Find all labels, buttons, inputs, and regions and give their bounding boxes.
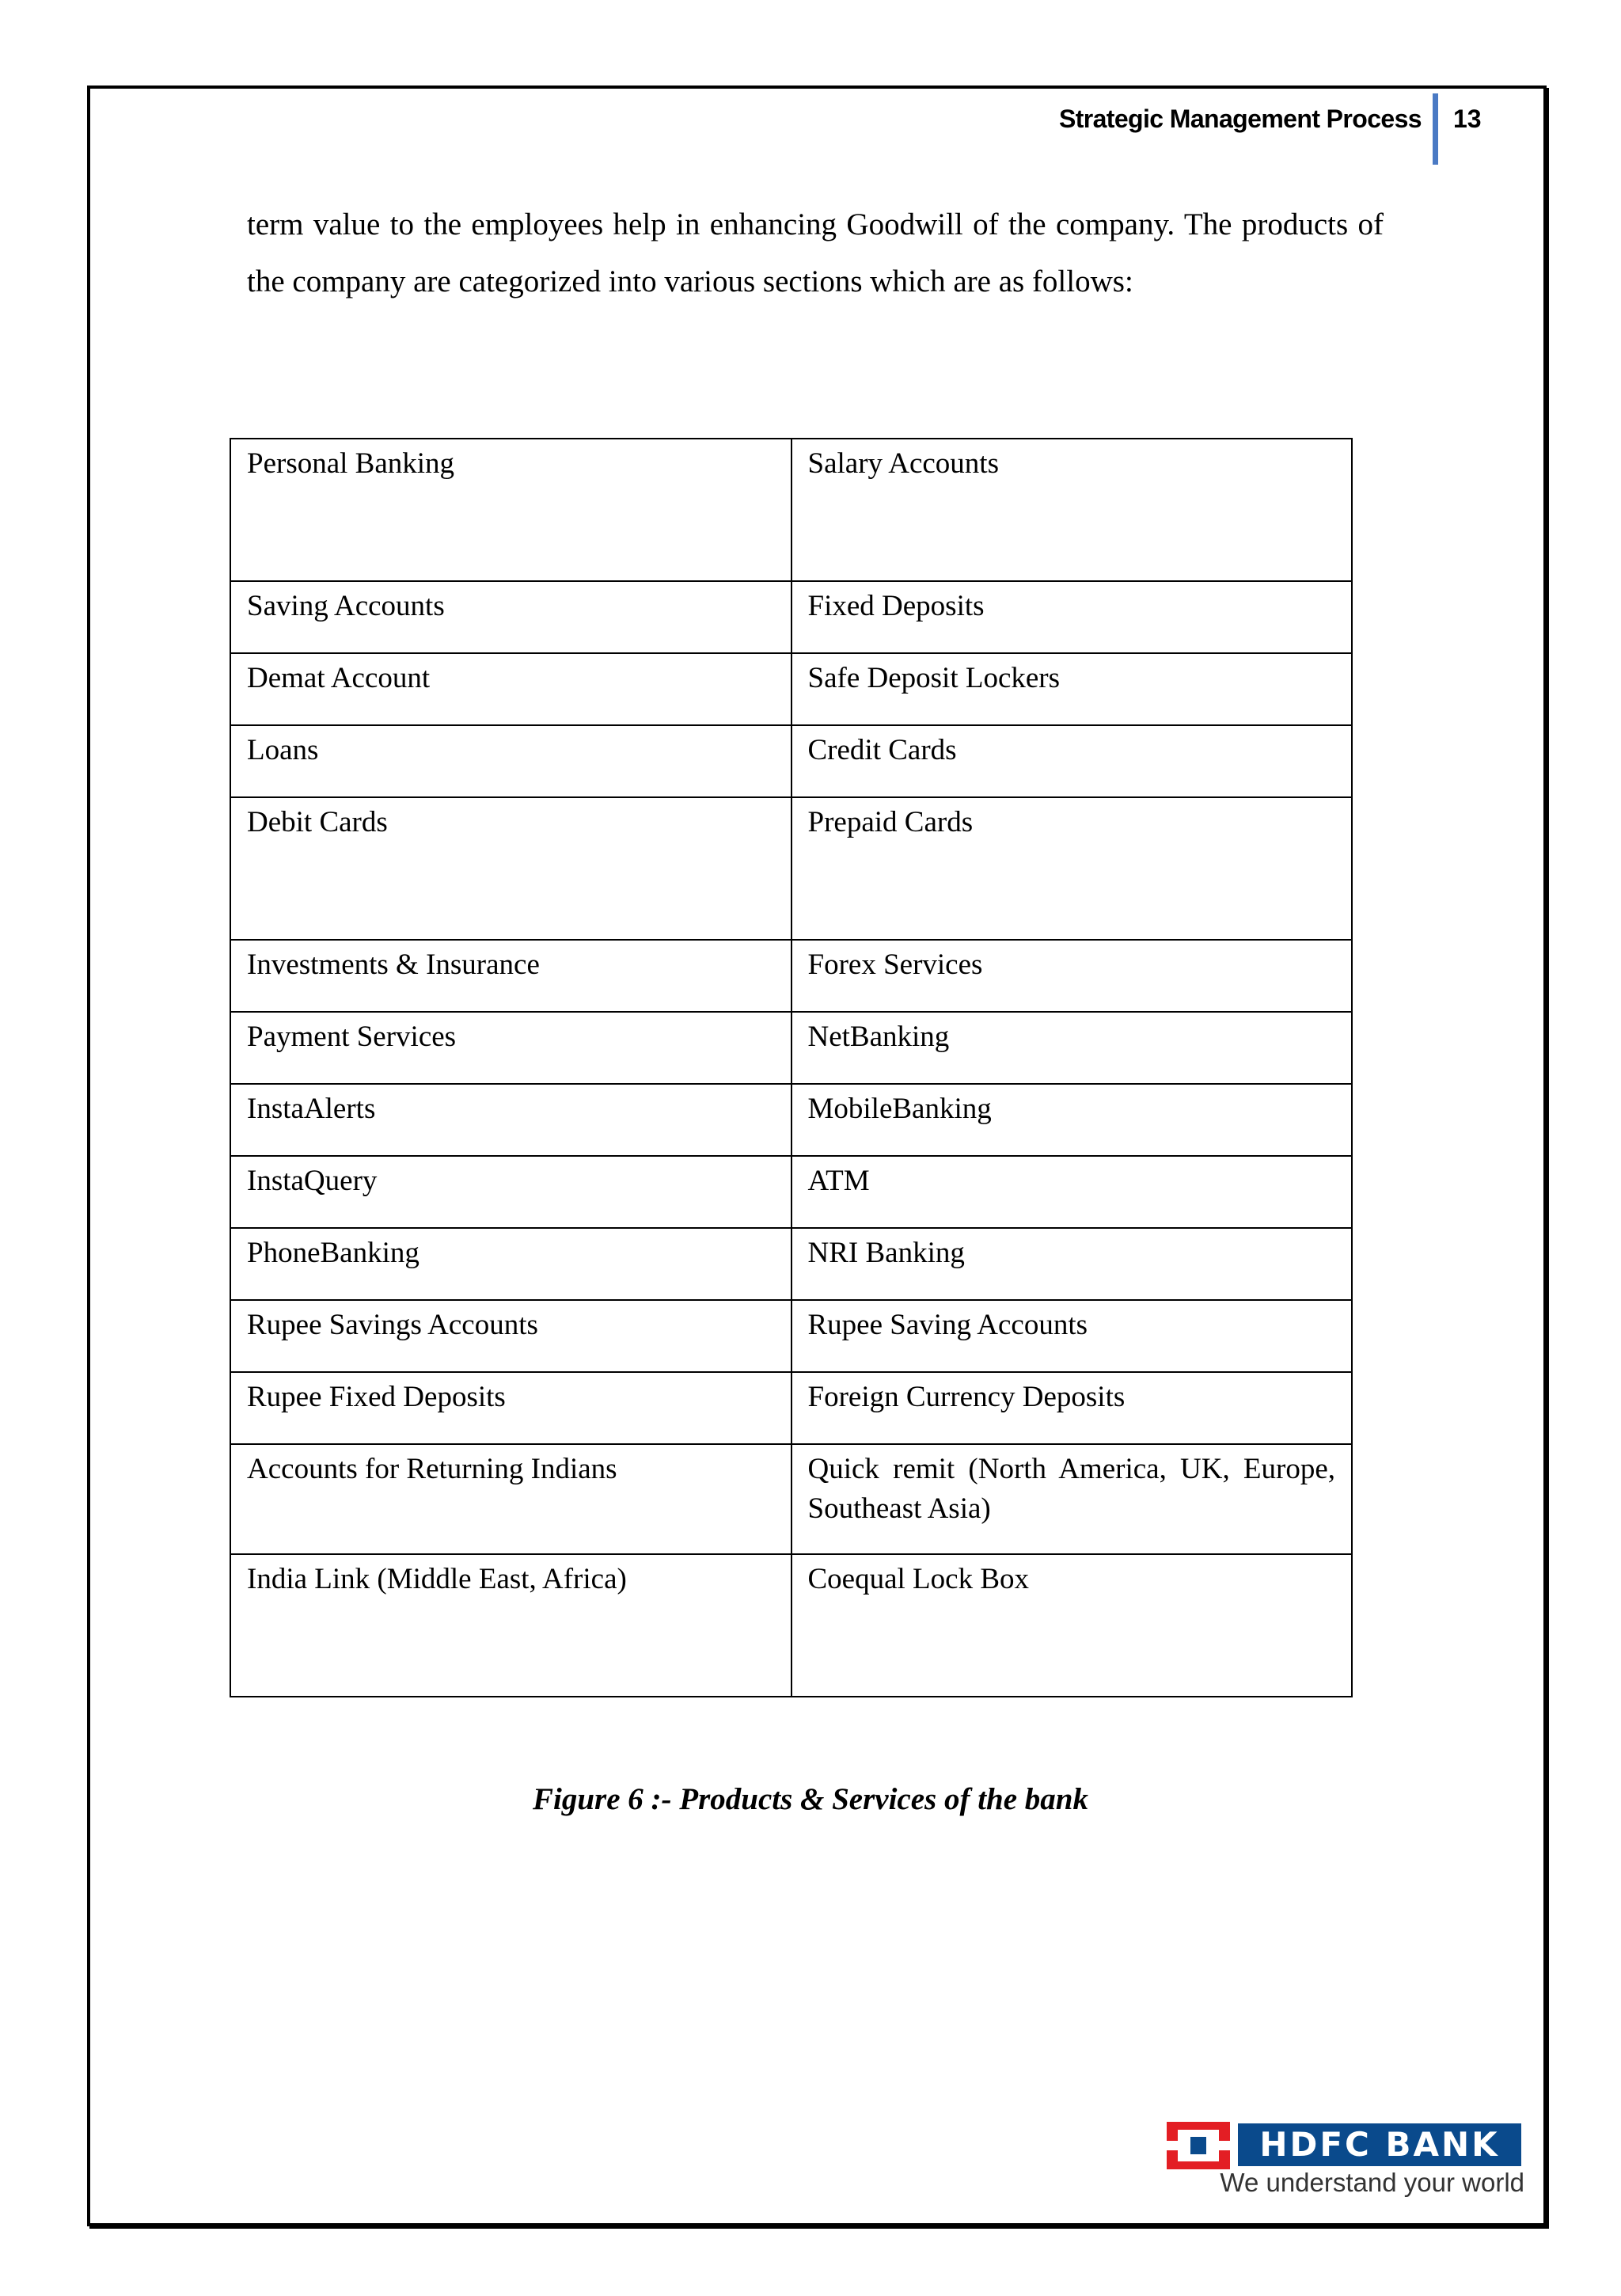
table-cell: MobileBanking	[792, 1084, 1353, 1156]
figure-caption: Figure 6 :- Products & Services of the bank	[533, 1782, 1088, 1816]
table-row	[230, 940, 1352, 1012]
table-row	[230, 1228, 1352, 1300]
table-cell: Investments & Insurance	[230, 940, 792, 1012]
table-row	[230, 1300, 1352, 1372]
table-cell: Credit Cards	[792, 725, 1353, 797]
table-cell: ATM	[792, 1156, 1353, 1228]
table-row	[230, 1444, 1352, 1554]
table-cell: NetBanking	[792, 1012, 1353, 1084]
logo-bank-name: HDFC BANK	[1238, 2123, 1521, 2166]
logo-tagline: We understand your world	[1220, 2168, 1524, 2197]
table-row	[230, 1156, 1352, 1228]
table-cell: Quick remit (North America, UK, Europe, Southeast Asia)	[792, 1444, 1353, 1554]
table-row	[230, 581, 1352, 653]
table-row	[230, 797, 1352, 940]
table-cell: Salary Accounts	[792, 439, 1353, 581]
running-header-title: Strategic Management Process	[1058, 105, 1422, 133]
table-cell: PhoneBanking	[230, 1228, 792, 1300]
table-cell: Loans	[230, 725, 792, 797]
table-row	[230, 725, 1352, 797]
table-row	[230, 1372, 1352, 1444]
page-number: 13	[1453, 105, 1482, 133]
table-cell: Forex Services	[792, 940, 1353, 1012]
table-cell: InstaQuery	[230, 1156, 792, 1228]
table-cell: Rupee Savings Accounts	[230, 1300, 792, 1372]
table-row	[230, 439, 1352, 581]
table-cell: Demat Account	[230, 653, 792, 725]
table-cell: InstaAlerts	[230, 1084, 792, 1156]
header-divider	[1433, 93, 1438, 165]
table-cell: Debit Cards	[230, 797, 792, 940]
table-cell: Coequal Lock Box	[792, 1554, 1353, 1697]
table-cell: India Link (Middle East, Africa)	[230, 1554, 792, 1697]
table-cell: Rupee Saving Accounts	[792, 1300, 1353, 1372]
hdfc-logo-icon	[1167, 2122, 1230, 2169]
table-cell: Foreign Currency Deposits	[792, 1372, 1353, 1444]
table-row	[230, 1084, 1352, 1156]
table-cell: Personal Banking	[230, 439, 792, 581]
products-services-table	[230, 438, 1353, 1697]
table-cell: NRI Banking	[792, 1228, 1353, 1300]
table-cell: Saving Accounts	[230, 581, 792, 653]
table-cell: Rupee Fixed Deposits	[230, 1372, 792, 1444]
table-cell: Fixed Deposits	[792, 581, 1353, 653]
table-row	[230, 653, 1352, 725]
table-cell: Accounts for Returning Indians	[230, 1444, 792, 1554]
table-row	[230, 1554, 1352, 1697]
table-cell: Payment Services	[230, 1012, 792, 1084]
table-row	[230, 1012, 1352, 1084]
table-cell: Safe Deposit Lockers	[792, 653, 1353, 725]
table-cell: Prepaid Cards	[792, 797, 1353, 940]
body-paragraph: term value to the employees help in enhancing Goodwill of the company. The products of the company are categorized into various sections which are as follows:	[247, 207, 1384, 298]
